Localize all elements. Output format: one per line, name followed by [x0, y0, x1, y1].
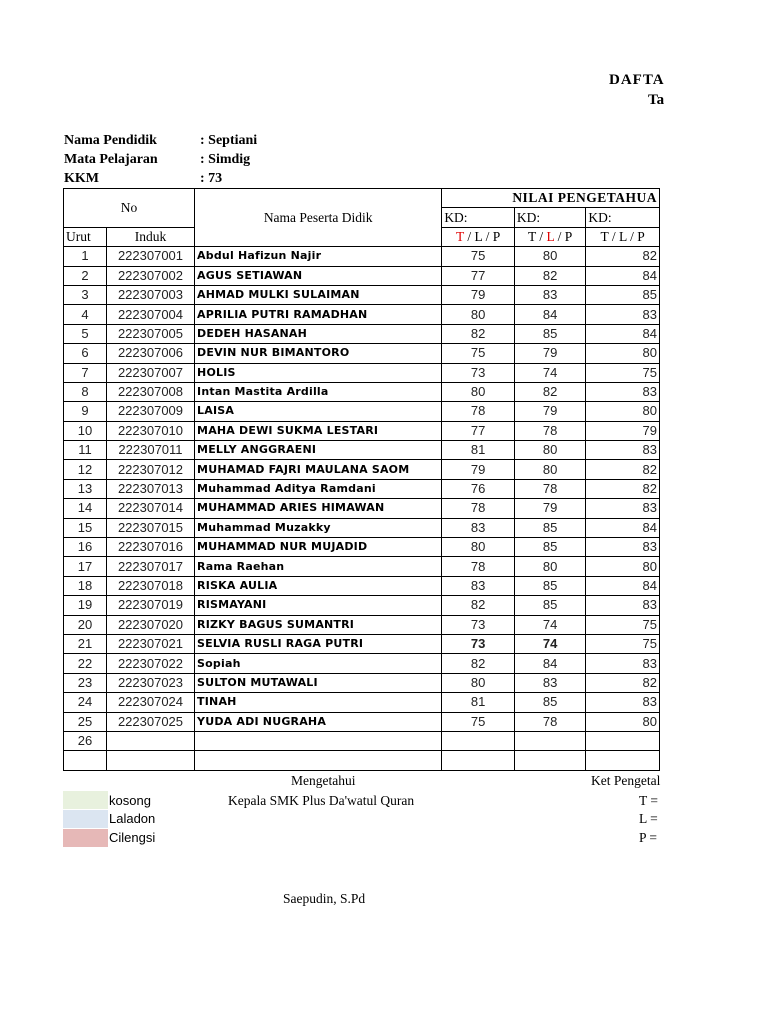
cell-urut[interactable]: 22: [64, 654, 107, 673]
table-row: [64, 441, 660, 460]
cell-urut[interactable]: 6: [64, 344, 107, 363]
cell-score-1[interactable]: 81: [442, 693, 515, 712]
table-row: [64, 402, 660, 421]
legend-label-cilengsi: Cilengsi: [109, 830, 156, 845]
legend-label-kosong: kosong: [109, 793, 151, 808]
cell-induk[interactable]: [106, 751, 194, 770]
cell-urut[interactable]: 15: [64, 518, 107, 537]
cell-induk[interactable]: 222307018: [106, 576, 194, 595]
cell-induk[interactable]: 222307009: [106, 402, 194, 421]
cell-urut[interactable]: 19: [64, 596, 107, 615]
cell-student-name[interactable]: MUHAMMAD ARIES HIMAWAN: [195, 499, 442, 518]
cell-score-3[interactable]: 84: [586, 266, 660, 285]
cell-score-2[interactable]: 80: [514, 441, 586, 460]
cell-induk[interactable]: [106, 731, 194, 750]
cell-induk[interactable]: 222307008: [106, 382, 194, 401]
cell-induk[interactable]: 222307011: [106, 441, 194, 460]
cell-urut[interactable]: 26: [64, 731, 107, 750]
table-row: [64, 731, 660, 750]
table-row: [64, 266, 660, 285]
cell-student-name[interactable]: Muhammad Muzakky: [195, 518, 442, 537]
tlp-all: T / L / P: [600, 228, 645, 244]
cell-score-3[interactable]: 83: [586, 305, 660, 324]
cell-student-name[interactable]: SELVIA RUSLI RAGA PUTRI: [195, 634, 442, 653]
cell-score-3[interactable]: 80: [586, 344, 660, 363]
cell-score-2[interactable]: 83: [514, 673, 586, 692]
cell-score-2[interactable]: 85: [514, 576, 586, 595]
cell-urut[interactable]: 3: [64, 285, 107, 304]
cell-score-2[interactable]: 78: [514, 421, 586, 440]
cell-score-3[interactable]: 84: [586, 576, 660, 595]
cell-score-3[interactable]: 82: [586, 673, 660, 692]
cell-induk[interactable]: 222307024: [106, 693, 194, 712]
tlp-rest: / L / P: [463, 228, 501, 244]
cell-induk[interactable]: 222307017: [106, 557, 194, 576]
cell-urut[interactable]: 5: [64, 324, 107, 343]
cell-score-1[interactable]: 83: [442, 576, 515, 595]
cell-score-1[interactable]: 80: [442, 538, 515, 557]
cell-score-3[interactable]: 80: [586, 712, 660, 731]
header-tlp-1: [442, 227, 515, 246]
cell-induk[interactable]: 222307001: [106, 247, 194, 266]
footer-mengetahui: Mengetahui: [291, 773, 356, 788]
info-label: Mata Pelajaran: [64, 152, 158, 167]
cell-urut[interactable]: 7: [64, 363, 107, 382]
header-induk: Induk: [106, 227, 194, 246]
table-row: [64, 479, 660, 498]
footer-ket-p: P =: [639, 830, 657, 845]
cell-student-name[interactable]: SULTON MUTAWALI: [195, 673, 442, 692]
cell-score-3[interactable]: 80: [586, 402, 660, 421]
table-row: [64, 596, 660, 615]
cell-student-name[interactable]: RIZKY BAGUS SUMANTRI: [195, 615, 442, 634]
cell-score-1[interactable]: 78: [442, 557, 515, 576]
cell-student-name[interactable]: Abdul Hafizun Najir: [195, 247, 442, 266]
cell-urut[interactable]: 8: [64, 382, 107, 401]
table-row: [64, 712, 660, 731]
cell-score-2[interactable]: 80: [514, 460, 586, 479]
table-row: [64, 285, 660, 304]
cell-score-2[interactable]: 78: [514, 712, 586, 731]
cell-score-2[interactable]: 85: [514, 324, 586, 343]
cell-student-name[interactable]: HOLIS: [195, 363, 442, 382]
legend-swatch-laladon: [63, 810, 108, 828]
cell-score-2[interactable]: [514, 751, 586, 770]
table-row: [64, 363, 660, 382]
info-value: : Simdig: [200, 152, 251, 167]
cell-induk[interactable]: 222307014: [106, 499, 194, 518]
cell-urut[interactable]: 12: [64, 460, 107, 479]
header-urut: Urut: [64, 227, 107, 246]
cell-score-1[interactable]: 73: [442, 363, 515, 382]
cell-score-2[interactable]: 85: [514, 538, 586, 557]
table-row: [64, 557, 660, 576]
tlp-t: T /: [527, 228, 547, 244]
cell-score-3[interactable]: 75: [586, 615, 660, 634]
cell-induk[interactable]: 222307002: [106, 266, 194, 285]
cell-score-1[interactable]: 77: [442, 421, 515, 440]
table-row: [64, 673, 660, 692]
cell-urut[interactable]: 4: [64, 305, 107, 324]
table-row: [64, 344, 660, 363]
cell-score-1[interactable]: 73: [442, 634, 515, 653]
cell-induk[interactable]: 222307005: [106, 324, 194, 343]
cell-induk[interactable]: 222307016: [106, 538, 194, 557]
cell-student-name[interactable]: Intan Mastita Ardilla: [195, 382, 442, 401]
legend-swatch-cilengsi: [63, 829, 108, 847]
cell-score-2[interactable]: 85: [514, 693, 586, 712]
cell-score-3[interactable]: 84: [586, 518, 660, 537]
cell-student-name[interactable]: LAISA: [195, 402, 442, 421]
header-kd-3: KD:: [586, 208, 660, 227]
cell-induk[interactable]: 222307007: [106, 363, 194, 382]
table-row: [64, 382, 660, 401]
header-kd-2: KD:: [514, 208, 586, 227]
cell-score-3[interactable]: 75: [586, 363, 660, 382]
cell-student-name[interactable]: AGUS SETIAWAN: [195, 266, 442, 285]
info-label: Nama Pendidik: [64, 133, 157, 148]
tlp-rest: / P: [554, 228, 573, 244]
cell-score-2[interactable]: 84: [514, 305, 586, 324]
table-row: [64, 499, 660, 518]
info-teacher: [64, 133, 258, 149]
cell-induk[interactable]: 222307022: [106, 654, 194, 673]
cell-urut[interactable]: 25: [64, 712, 107, 731]
cell-score-1[interactable]: [442, 731, 515, 750]
table-row: [64, 305, 660, 324]
cell-score-1[interactable]: 79: [442, 460, 515, 479]
cell-score-3[interactable]: 83: [586, 499, 660, 518]
header-tlp-2: [514, 227, 586, 246]
cell-student-name[interactable]: Sopiah: [195, 654, 442, 673]
cell-score-2[interactable]: 79: [514, 402, 586, 421]
cell-student-name[interactable]: MUHAMAD FAJRI MAULANA SAOM: [195, 460, 442, 479]
cell-urut[interactable]: 17: [64, 557, 107, 576]
tlp-l-red: L: [546, 228, 555, 244]
header-knowledge-scores: NILAI PENGETAHUA: [442, 189, 660, 208]
cell-score-1[interactable]: 76: [442, 479, 515, 498]
cell-score-2[interactable]: 83: [514, 285, 586, 304]
info-value: : 73: [200, 171, 223, 186]
cell-student-name[interactable]: RISMAYANI: [195, 596, 442, 615]
cell-score-2[interactable]: 80: [514, 557, 586, 576]
cell-score-1[interactable]: 80: [442, 382, 515, 401]
cell-score-2[interactable]: 79: [514, 344, 586, 363]
header-no: No: [64, 189, 195, 228]
cell-student-name[interactable]: TINAH: [195, 693, 442, 712]
cell-score-3[interactable]: 82: [586, 460, 660, 479]
cell-induk[interactable]: 222307020: [106, 615, 194, 634]
cell-score-1[interactable]: 82: [442, 654, 515, 673]
cell-score-3[interactable]: 82: [586, 479, 660, 498]
footer-signer: Saepudin, S.Pd: [283, 891, 366, 906]
cell-student-name[interactable]: APRILIA PUTRI RAMADHAN: [195, 305, 442, 324]
cell-student-name[interactable]: YUDA ADI NUGRAHA: [195, 712, 442, 731]
cell-student-name[interactable]: MUHAMMAD NUR MUJADID: [195, 538, 442, 557]
cell-induk[interactable]: 222307021: [106, 634, 194, 653]
footer-ket-title: Ket Pengetal: [591, 773, 661, 788]
cell-score-3[interactable]: 84: [586, 324, 660, 343]
header-kd-1: KD:: [442, 208, 515, 227]
cell-urut[interactable]: 1: [64, 247, 107, 266]
cell-score-1[interactable]: 82: [442, 324, 515, 343]
grades-table: [63, 188, 660, 771]
cell-urut[interactable]: 20: [64, 615, 107, 634]
info-label: KKM: [64, 171, 99, 186]
cell-score-3[interactable]: 83: [586, 382, 660, 401]
cell-score-2[interactable]: 85: [514, 596, 586, 615]
document-title: DAFTA: [609, 72, 665, 88]
cell-score-1[interactable]: 77: [442, 266, 515, 285]
header-row-1: [64, 189, 660, 208]
cell-induk[interactable]: 222307025: [106, 712, 194, 731]
cell-score-2[interactable]: 79: [514, 499, 586, 518]
table-row: [64, 693, 660, 712]
table-row: [64, 634, 660, 653]
cell-score-2[interactable]: 84: [514, 654, 586, 673]
cell-score-1[interactable]: 82: [442, 596, 515, 615]
cell-induk[interactable]: 222307006: [106, 344, 194, 363]
cell-induk[interactable]: 222307010: [106, 421, 194, 440]
cell-score-3[interactable]: 83: [586, 538, 660, 557]
cell-score-3[interactable]: [586, 731, 660, 750]
cell-score-2[interactable]: 85: [514, 518, 586, 537]
table-row: [64, 751, 660, 770]
footer-ket-t: T =: [639, 793, 658, 808]
cell-urut[interactable]: 2: [64, 266, 107, 285]
cell-induk[interactable]: 222307015: [106, 518, 194, 537]
cell-score-1[interactable]: 80: [442, 673, 515, 692]
cell-urut[interactable]: 13: [64, 479, 107, 498]
legend-swatch-kosong: [63, 791, 108, 809]
cell-student-name[interactable]: MELLY ANGGRAENI: [195, 441, 442, 460]
cell-score-1[interactable]: 81: [442, 441, 515, 460]
cell-score-1[interactable]: 78: [442, 499, 515, 518]
cell-induk[interactable]: 222307013: [106, 479, 194, 498]
table-row: [64, 615, 660, 634]
cell-induk[interactable]: 222307004: [106, 305, 194, 324]
table-row: [64, 538, 660, 557]
cell-score-2[interactable]: 74: [514, 615, 586, 634]
cell-score-1[interactable]: [442, 751, 515, 770]
cell-student-name[interactable]: MAHA DEWI SUKMA LESTARI: [195, 421, 442, 440]
tlp-t-red: T: [455, 228, 464, 244]
cell-urut[interactable]: 18: [64, 576, 107, 595]
header-tlp-3: [586, 227, 660, 246]
cell-student-name[interactable]: RISKA AULIA: [195, 576, 442, 595]
cell-score-3[interactable]: [586, 751, 660, 770]
cell-score-2[interactable]: 80: [514, 247, 586, 266]
cell-student-name[interactable]: AHMAD MULKI SULAIMAN: [195, 285, 442, 304]
cell-urut[interactable]: 21: [64, 634, 107, 653]
footer-ket-l: L =: [639, 811, 658, 826]
cell-score-3[interactable]: 85: [586, 285, 660, 304]
cell-score-1[interactable]: 79: [442, 285, 515, 304]
cell-student-name[interactable]: Rama Raehan: [195, 557, 442, 576]
cell-induk[interactable]: 222307023: [106, 673, 194, 692]
cell-score-3[interactable]: 83: [586, 693, 660, 712]
cell-score-1[interactable]: 78: [442, 402, 515, 421]
cell-induk[interactable]: 222307003: [106, 285, 194, 304]
table-row: [64, 460, 660, 479]
cell-student-name[interactable]: DEVIN NUR BIMANTORO: [195, 344, 442, 363]
cell-score-1[interactable]: 80: [442, 305, 515, 324]
cell-student-name[interactable]: [195, 751, 442, 770]
cell-score-3[interactable]: 83: [586, 596, 660, 615]
cell-score-1[interactable]: 75: [442, 344, 515, 363]
table-row: [64, 654, 660, 673]
cell-score-3[interactable]: 79: [586, 421, 660, 440]
cell-score-3[interactable]: 75: [586, 634, 660, 653]
cell-student-name[interactable]: DEDEH HASANAH: [195, 324, 442, 343]
cell-score-3[interactable]: 83: [586, 441, 660, 460]
document-subtitle: Ta: [648, 92, 665, 108]
cell-score-1[interactable]: 73: [442, 615, 515, 634]
table-row: [64, 421, 660, 440]
info-subject: [64, 152, 251, 168]
cell-urut[interactable]: 23: [64, 673, 107, 692]
table-row: [64, 247, 660, 266]
header-name: Nama Peserta Didik: [195, 189, 442, 247]
cell-urut[interactable]: 24: [64, 693, 107, 712]
cell-student-name[interactable]: Muhammad Aditya Ramdani: [195, 479, 442, 498]
table-row: [64, 518, 660, 537]
cell-urut[interactable]: 11: [64, 441, 107, 460]
cell-score-2[interactable]: 82: [514, 382, 586, 401]
cell-urut[interactable]: [64, 751, 107, 770]
cell-score-1[interactable]: 75: [442, 712, 515, 731]
info-kkm: [64, 171, 223, 187]
cell-score-3[interactable]: 80: [586, 557, 660, 576]
cell-urut[interactable]: 14: [64, 499, 107, 518]
cell-urut[interactable]: 10: [64, 421, 107, 440]
cell-student-name[interactable]: [195, 731, 442, 750]
cell-score-3[interactable]: 82: [586, 247, 660, 266]
cell-score-3[interactable]: 83: [586, 654, 660, 673]
table-row: [64, 324, 660, 343]
info-value: : Septiani: [200, 133, 258, 148]
cell-score-2[interactable]: 74: [514, 363, 586, 382]
cell-score-2[interactable]: 78: [514, 479, 586, 498]
cell-score-2[interactable]: 82: [514, 266, 586, 285]
cell-induk[interactable]: 222307012: [106, 460, 194, 479]
cell-score-1[interactable]: 75: [442, 247, 515, 266]
cell-score-2[interactable]: [514, 731, 586, 750]
cell-score-2[interactable]: 74: [514, 634, 586, 653]
footer-principal-title: Kepala SMK Plus Da'watul Quran: [228, 793, 415, 808]
cell-induk[interactable]: 222307019: [106, 596, 194, 615]
cell-score-1[interactable]: 83: [442, 518, 515, 537]
legend-label-laladon: Laladon: [109, 811, 156, 826]
cell-urut[interactable]: 16: [64, 538, 107, 557]
table-row: [64, 576, 660, 595]
cell-urut[interactable]: 9: [64, 402, 107, 421]
